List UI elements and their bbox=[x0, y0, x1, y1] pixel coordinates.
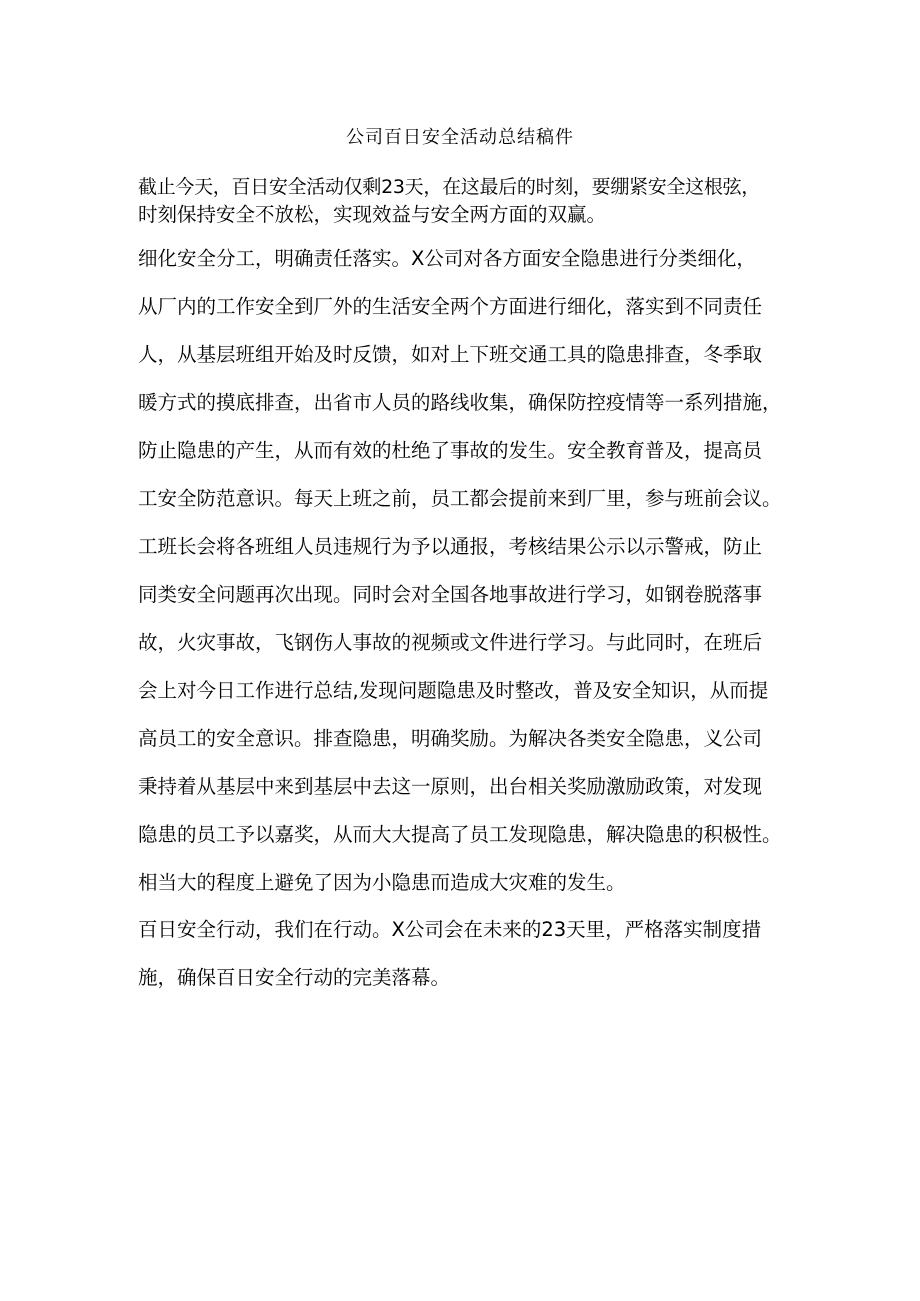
text-line-12: 会上对今日工作进行总结,发现问题隐患及时整改，普及安全知识，从而提 bbox=[138, 679, 769, 702]
text-line-17: 百日安全行动，我们在行动。X公司会在未来的23天里，严格落实制度措 bbox=[138, 918, 762, 941]
text-line-2: 时刻保持安全不放松，实现效益与安全两方面的双赢。 bbox=[138, 203, 607, 226]
text-line-8: 工安全防范意识。每天上班之前，员工都会提前来到厂里，参与班前会议。 bbox=[138, 487, 782, 510]
text-line-14: 秉持着从基层中来到基层中去这一原则，出台相关奖励激励政策，对发现 bbox=[138, 775, 763, 798]
text-line-9: 工班长会将各班组人员违规行为予以通报，考核结果公示以示警戒，防止 bbox=[138, 535, 763, 558]
text-line-10: 同类安全问题再次出现。同时会对全国各地事故进行学习，如钢卷脱落事 bbox=[138, 583, 763, 606]
text-line-16: 相当大的程度上避免了因为小隐患而造成大灾难的发生。 bbox=[138, 871, 626, 894]
text-line-7: 防止隐患的产生，从而有效的杜绝了事故的发生。安全教育普及，提高员 bbox=[138, 439, 763, 462]
text-line-18: 施，确保百日安全行动的完美落幕。 bbox=[138, 966, 451, 989]
document-title: 公司百日安全活动总结稿件 bbox=[346, 127, 574, 148]
text-line-1: 截止今天，百日安全活动仅剩23天，在这最后的时刻，要绷紧安全这根弦， bbox=[138, 176, 760, 198]
text-line-11: 故，火灾事故，飞钢伤人事故的视频或文件进行学习。与此同时，在班后 bbox=[138, 631, 763, 654]
text-line-3: 细化安全分工，明确责任落实。X公司对各方面安全隐患进行分类细化， bbox=[138, 247, 756, 270]
text-line-6: 暖方式的摸底排查，出省市人员的路线收集，确保防控疫情等一系列措施， bbox=[138, 391, 782, 414]
text-line-4: 从厂内的工作安全到厂外的生活安全两个方面进行细化，落实到不同责任 bbox=[138, 295, 763, 318]
text-line-13: 高员工的安全意识。排查隐患，明确奖励。为解决各类安全隐患，义公司 bbox=[138, 727, 763, 750]
text-line-15: 隐患的员工予以嘉奖，从而大大提高了员工发现隐患，解决隐患的积极性。 bbox=[138, 823, 782, 846]
text-line-5: 人，从基层班组开始及时反馈，如对上下班交通工具的隐患排查，冬季取 bbox=[138, 343, 763, 366]
